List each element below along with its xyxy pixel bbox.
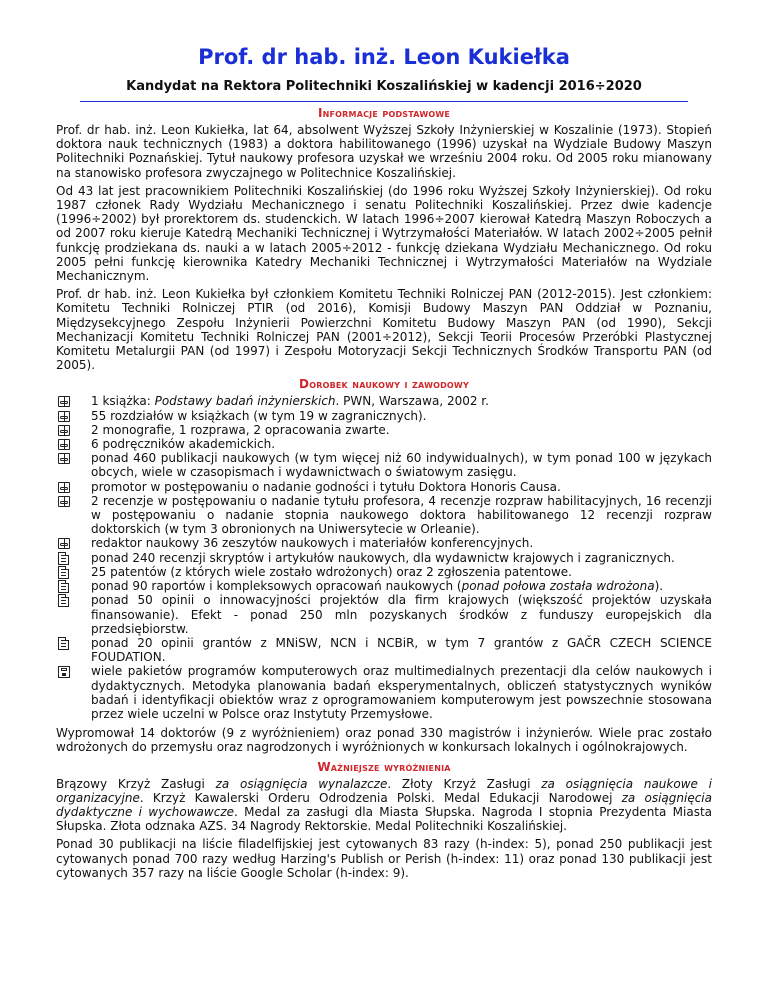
list-item: [56, 409, 712, 423]
citations-paragraph: Ponad 30 publikacji na liście filadelfijskiej jest cytowanych 83 razy (h-index: 5), ponad 250 publikacji jest cytowanych ponad 700 razy według Harzing's Publish or Perish (h-index: 11) oraz ponad 130 publikacji jest cytowanych 357 razy na liście Google Scholar (h-index: 9).: [56, 837, 712, 880]
list-item-text: redaktor naukowy 36 zeszytów naukowych i materiałów konferencyjnych.: [91, 536, 534, 551]
document-icon: [58, 594, 69, 607]
basic-info-paragraph-1: Prof. dr hab. inż. Leon Kukiełka, lat 64, absolwent Wyższej Szkoły Inżynierskiej w Koszalinie (1973). Stopień doktora nauk technicznych (1983) a doktora habilitowanego (1996) uzyskał na Wydziale Budowy Maszyn Politechniki Poznańskiej. Tytuł naukowy profesora uzyskał we wrześniu 2004 roku. Od 2005 roku mianowany na stanowisko profesora zwyczajnego w Politechnice Koszalińskiej.: [56, 123, 712, 180]
list-item: [56, 664, 712, 721]
book-icon: [58, 453, 70, 464]
section-heading-awards: Ważniejsze wyróżnienia: [317, 759, 451, 774]
list-item: [56, 536, 712, 550]
award-reason: za osiągnięcia wynalazcze: [215, 776, 388, 791]
list-item-text-end: . PWN, Warszawa, 2002 r.: [335, 394, 489, 409]
list-item-text: ponad 90 raportów i kompleksowych opracowań naukowych (: [91, 579, 462, 594]
document-icon: [58, 637, 69, 650]
book-icon: [58, 411, 70, 422]
list-item-text: 6 podręczników akademickich.: [91, 437, 276, 452]
document-icon: [58, 552, 69, 565]
list-item-text: ponad 460 publikacji naukowych (w tym więcej niż 60 indywidualnych), w tym ponad 100 w językach obcych, wiele w czasopismach i wydawnictwach o światowym zasięgu.: [91, 451, 712, 480]
list-item-text: ponad 240 recenzji skryptów i artykułów naukowych, dla wydawnictw krajowych i zagranicznych.: [91, 550, 675, 565]
page-subtitle: Kandydat na Rektora Politechniki Koszalińskiej w kadencji 2016÷2020: [126, 79, 642, 94]
list-item: [56, 480, 712, 494]
list-item: [56, 636, 712, 664]
list-item: [56, 423, 712, 437]
list-item: [56, 437, 712, 451]
book-icon: [58, 439, 70, 450]
list-item-text: 2 monografie, 1 rozprawa, 2 opracowania zwarte.: [91, 422, 390, 437]
list-item-text: 1 książka:: [91, 394, 155, 409]
list-item-emphasis: ponad połowa została wdrożona: [461, 579, 655, 594]
book-icon: [58, 396, 70, 407]
floppy-disk-icon: [58, 666, 70, 678]
list-item: [56, 579, 712, 593]
section-heading-achievements: Dorobek naukowy i zawodowy: [299, 377, 469, 392]
list-item: [56, 494, 712, 537]
list-item-text: ponad 20 opinii grantów z MNiSW, NCN i NCBiR, w tym 7 grantów z GAČR CZECH SCIENCE FOUDATION.: [91, 635, 712, 665]
document-icon: [58, 580, 69, 593]
section-heading-basic-info: Informacje podstawowe: [317, 106, 451, 120]
list-item-text: 25 patentów (z których wiele zostało wdrożonych) oraz 2 zgłoszenia patentowe.: [91, 564, 572, 579]
title-divider: [80, 101, 688, 102]
award-text: . Medal za zasługi dla Miasta Słupska. Nagroda I stopnia Prezydenta Miasta Słupska. Złota odznaka AZS. 34 Nagrody Rektorskie. Medal Politechniki Koszalińskiej.: [56, 804, 713, 834]
list-item-emphasis: Podstawy badań inżynierskich: [154, 394, 336, 409]
list-item-text-end: ).: [654, 579, 664, 594]
award-text: Brązowy Krzyż Zasługi: [56, 776, 216, 791]
list-item: [56, 451, 712, 479]
book-icon: [58, 482, 70, 493]
book-icon: [58, 538, 70, 549]
award-reason: za osiągnięcia dydaktyczne i wychowawcze: [56, 790, 712, 819]
list-item: [56, 593, 712, 636]
achievements-summary: Wypromował 14 doktorów (9 z wyróżnieniem) oraz ponad 330 magistrów i inżynierów. Wiele prac zostało wdrożonych do przemysłu oraz nagrodzonych i wyróżnionych w konkursach lokalnych i ogólnokrajowych.: [56, 726, 712, 755]
list-item-text: 55 rozdziałów w książkach (w tym 19 w zagranicznych).: [91, 408, 427, 423]
list-item-text: 2 recenzje w postępowaniu o nadanie tytułu profesora, 4 recenzje rozpraw habilitacyjnych, 16 recenzji w postępowaniu o nadanie stopnia naukowego doktora habilitowanego 12 recenzji rozpraw doktorskich (w tym 3 obronionych na Uniwersytecie w Orleanie).: [91, 493, 712, 537]
list-item-text: ponad 50 opinii o innowacyjności projektów dla firm krajowych (większość projektów uzyskała finansowanie). Efekt - ponad 250 mln pozyskanych środków z funduszy europejskich dla przedsiębiorstw.: [91, 593, 712, 636]
document-icon: [58, 566, 69, 579]
award-text: . Złoty Krzyż Zasługi: [387, 776, 542, 791]
list-item: [56, 394, 712, 408]
awards-paragraph: [56, 777, 712, 834]
basic-info-paragraph-3: Prof. dr hab. inż. Leon Kukiełka był członkiem Komitetu Techniki Rolniczej PAN (2012-2015). Jest członkiem: Komitetu Techniki Rolniczej PTIR (od 2016), Komisji Budowy Maszyn PAN Oddział w Poznaniu, Międzysekcyjnego Zespołu Inżynierii Powierzchni Komitetu Budowy Maszyn PAN (od 1990), Sekcji Mechanizacji Komitetu Techniki Rolniczej PAN (2001÷2012), Sekcji Teorii Procesów Przeróbki Plastycznej Komitetu Metalurgii PAN (od 1997) i Zespołu Motoryzacji Sekcji Technicznych Środków Transportu PAN (od 2005).: [56, 287, 712, 373]
page-title: Prof. dr hab. inż. Leon Kukiełka: [198, 45, 570, 69]
achievements-list: [56, 394, 712, 721]
list-item: [56, 551, 712, 565]
list-item-text: promotor w postępowaniu o nadanie godności i tytułu Doktora Honoris Causa.: [91, 479, 561, 494]
book-icon: [58, 425, 70, 436]
award-text: . Krzyż Kawalerski Orderu Odrodzenia Polski. Medal Edukacji Narodowej: [139, 790, 622, 805]
list-item-text: wiele pakietów programów komputerowych oraz multimedialnych prezentacji dla celów naukowych i dydaktycznych. Metodyka planowania badań eksperymentalnych, obliczeń statystycznych wyników badań i identyfikacji obiektów wraz z oprogramowaniem komputerowym jest powszechnie stosowana przez wiele uczelni w Polsce oraz Instytuty Przemysłowe.: [91, 664, 712, 721]
basic-info-paragraph-2: Od 43 lat jest pracownikiem Politechniki Koszalińskiej (do 1996 roku Wyższej Szkoły Inżynierskiej). Od roku 1987 członek Rady Wydziału Mechanicznego i senatu Politechniki Koszalińskiej. Przez dwie kadencje (1996÷2002) był prorektorem ds. studenckich. W latach 1996÷2007 kierował Katedrą Maszyn Roboczych a od 2007 roku kieruje Katedrą Mechaniki Technicznej i Wytrzymałości Materiałów. W latach 2002÷2005 pełnił funkcję prodziekana ds. nauki a w latach 2005÷2012 - funkcję dziekana Wydziału Mechanicznego. Od roku 2005 pełni funkcję kierownika Katedry Mechaniki Technicznej i Wytrzymałości Materiałów na Wydziale Mechanicznym.: [56, 183, 712, 284]
book-icon: [58, 496, 70, 507]
award-reason: za osiągnięcia naukowe i organizacyjne: [56, 776, 712, 805]
list-item: [56, 565, 712, 579]
